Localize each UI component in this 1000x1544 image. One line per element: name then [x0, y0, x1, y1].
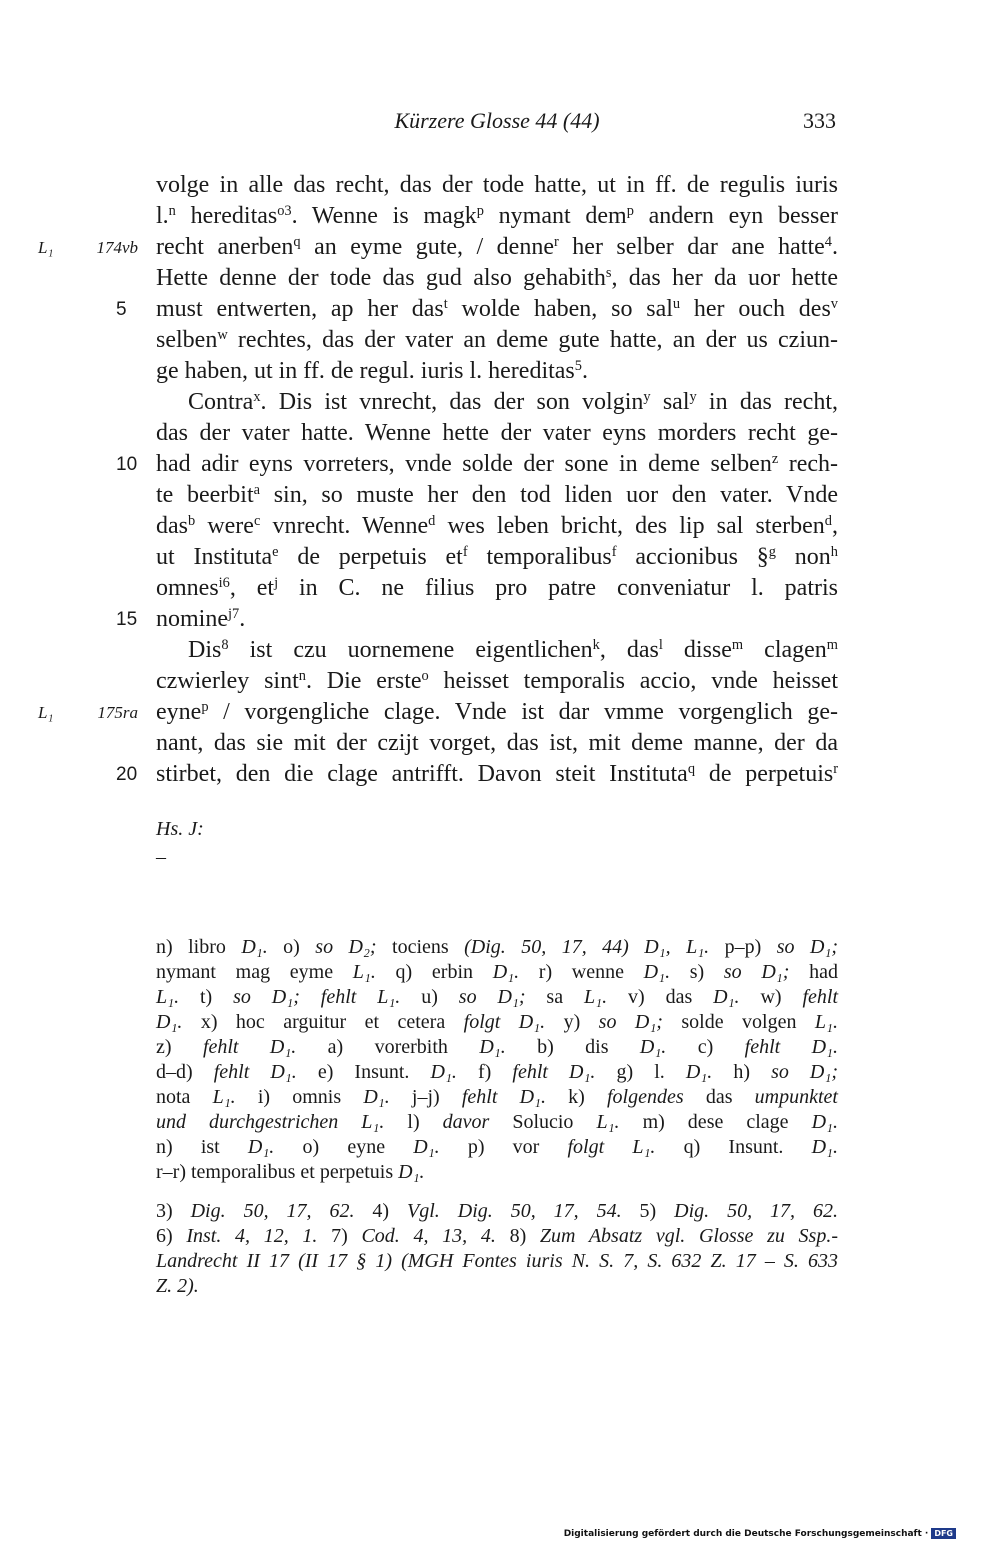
- text-line: ge haben, ut in ff. de regul. iuris l. hereditas$^5$.: [156, 358, 588, 384]
- line-number: 10: [116, 454, 138, 475]
- text-line: ut Instituta$^e$ de perpetuis $et^f$ temporalibus$^f$ accionibus §$^g$ non$^h$: [156, 544, 838, 570]
- dfg-logo: DFG: [931, 1528, 956, 1539]
- text-line: L₁ 175ra eyne$^p$ / vorgengliche clage. Vnde ist dar vmme vorgenglich ge-: [156, 697, 838, 728]
- line-number: 5: [116, 299, 127, 320]
- margin-note: L₁ 174vb: [38, 238, 138, 257]
- line-number: 15: [116, 609, 138, 630]
- running-title: Kürzere Glosse 44 (44): [394, 108, 600, 133]
- text-line: 15 nomine$^{j7}$.: [156, 604, 838, 635]
- text-line: 5 must entwerten, ap her das$^t$ wolde haben, so sal$^u$ her ouch des$^v$: [156, 294, 838, 325]
- margin-note: L₁ 175ra: [38, 703, 138, 722]
- text-line: L₁ 174vb recht anerben$^q$ an eyme gute, / denne$^r$ her selber dar ane hatte$^4$.: [156, 232, 838, 263]
- manuscript-dash: –: [156, 846, 166, 868]
- apparatus-line: D₁. x) hoc arguitur et cetera folgt D₁. y) so D₁; solde volgen L₁.: [156, 1011, 838, 1033]
- apparatus-line: z) fehlt D₁. a) vorerbith D₁. b) dis D₁. c) fehlt D₁.: [156, 1036, 838, 1058]
- footer-credit-text: Digitalisierung gefördert durch die Deutsche Forschungsgemeinschaft ·: [563, 1528, 929, 1539]
- apparatus-line: L₁. t) so D₁; fehlt L₁. u) so D₁; sa L₁. v) das D₁. w) fehlt: [156, 986, 839, 1008]
- text-line: 20 stirbet, den die clage antrifft. Davon steit Instituta$^q$ de perpetuis$^r$: [156, 759, 838, 790]
- text-line: Contra$^x$. Dis ist vnrecht, das der son volgin$^y$ sal$^y$ in das recht,: [188, 389, 839, 415]
- text-line: te beerbit$^a$ sin, so muste her den tod liden uor den vater. Vnde: [156, 482, 839, 508]
- text-line: Dis$^8$ ist czu uornemene eigentlichen$^k$, das$^l$ disse$^m$ clagen$^m$: [188, 637, 838, 663]
- manuscript-label: Hs. J:: [156, 818, 204, 840]
- apparatus-line: n) ist D₁. o) eyne D₁. p) vor folgt L₁. q) Insunt. D₁.: [156, 1136, 839, 1158]
- source-line: 3) Dig. 50, 17, 62. 4) Vgl. Dig. 50, 17, 54. 5) Dig. 50, 17, 62.: [156, 1200, 839, 1222]
- apparatus-line: nymant mag eyme L₁. q) erbin D₁. r) wenne D₁. s) so D₁; had: [156, 961, 838, 983]
- text-line: Hette denne der tode das gud also gehabith$^s$, das her da uor hette: [156, 265, 838, 291]
- main-text: [38, 170, 839, 790]
- source-line: Landrecht II 17 (II 17 § 1) (MGH Fontes iuris N. S. 7, S. 632 Z. 17 – S. 633: [156, 1250, 838, 1272]
- source-line: Z. 2).: [156, 1275, 199, 1297]
- running-head: [156, 108, 838, 138]
- text-line: das$^b$ were$^c$ vnrecht. Wenne$^d$ wes leben bricht, des lip sal sterben$^d$,: [156, 513, 838, 539]
- apparatus-line: nota L₁. i) omnis D₁. j–j) fehlt D₁. k) folgendes das umpunktet: [156, 1086, 838, 1108]
- text-line: omnes$^{i6}$, $et^j$ in C. ne filius pro patre conveniatur l. patris: [156, 575, 838, 601]
- source-line: 6) Inst. 4, 12, 1. 7) Cod. 4, 13, 4. 8) Zum Absatz vgl. Glosse zu Ssp.-: [156, 1225, 839, 1247]
- apparatus-line: n) libro D₁. o) so D₂; tociens (Dig. 50, 17, 44) D₁, L₁. p–p) so D₁;: [156, 936, 839, 958]
- text-line: nant, das sie mit der czijt vorget, das ist, mit deme manne, der da: [156, 730, 838, 756]
- footer-credit: [564, 1528, 956, 1539]
- text-line: czwierley sint$^n$. Die erste$^o$ heisset temporalis accio, vnde heisset: [156, 668, 838, 694]
- page-number: 333: [803, 108, 836, 133]
- apparatus-line: und durchgestrichen L₁. l) davor Solucio L₁. m) dese clage D₁.: [156, 1111, 838, 1133]
- source-notes: [156, 1199, 838, 1299]
- apparatus-line: r–r) temporalibus et perpetuis D₁.: [156, 1161, 425, 1183]
- text-line: selben$^w$ rechtes, das der vater an deme gute hatte, an der us cziun-: [156, 327, 838, 353]
- critical-apparatus: [156, 935, 838, 1185]
- text-line: 10 had adir eyns vorreters, vnde solde der sone in deme selben$^z$ rech-: [156, 449, 838, 480]
- line-number: 20: [116, 764, 138, 785]
- text-line: das der vater hatte. Wenne hette der vater eyns morders recht ge-: [156, 420, 838, 446]
- apparatus-line: d–d) fehlt D₁. e) Insunt. D₁. f) fehlt D₁. g) l. D₁. h) so D₁;: [156, 1061, 838, 1083]
- text-line: volge in alle das recht, das der tode hatte, ut in ff. de regulis iuris: [156, 172, 838, 198]
- text-line: l.$^n$ hereditas$^{o3}$. Wenne is magk$^p$ nymant dem$^p$ andern eyn besser: [156, 203, 839, 229]
